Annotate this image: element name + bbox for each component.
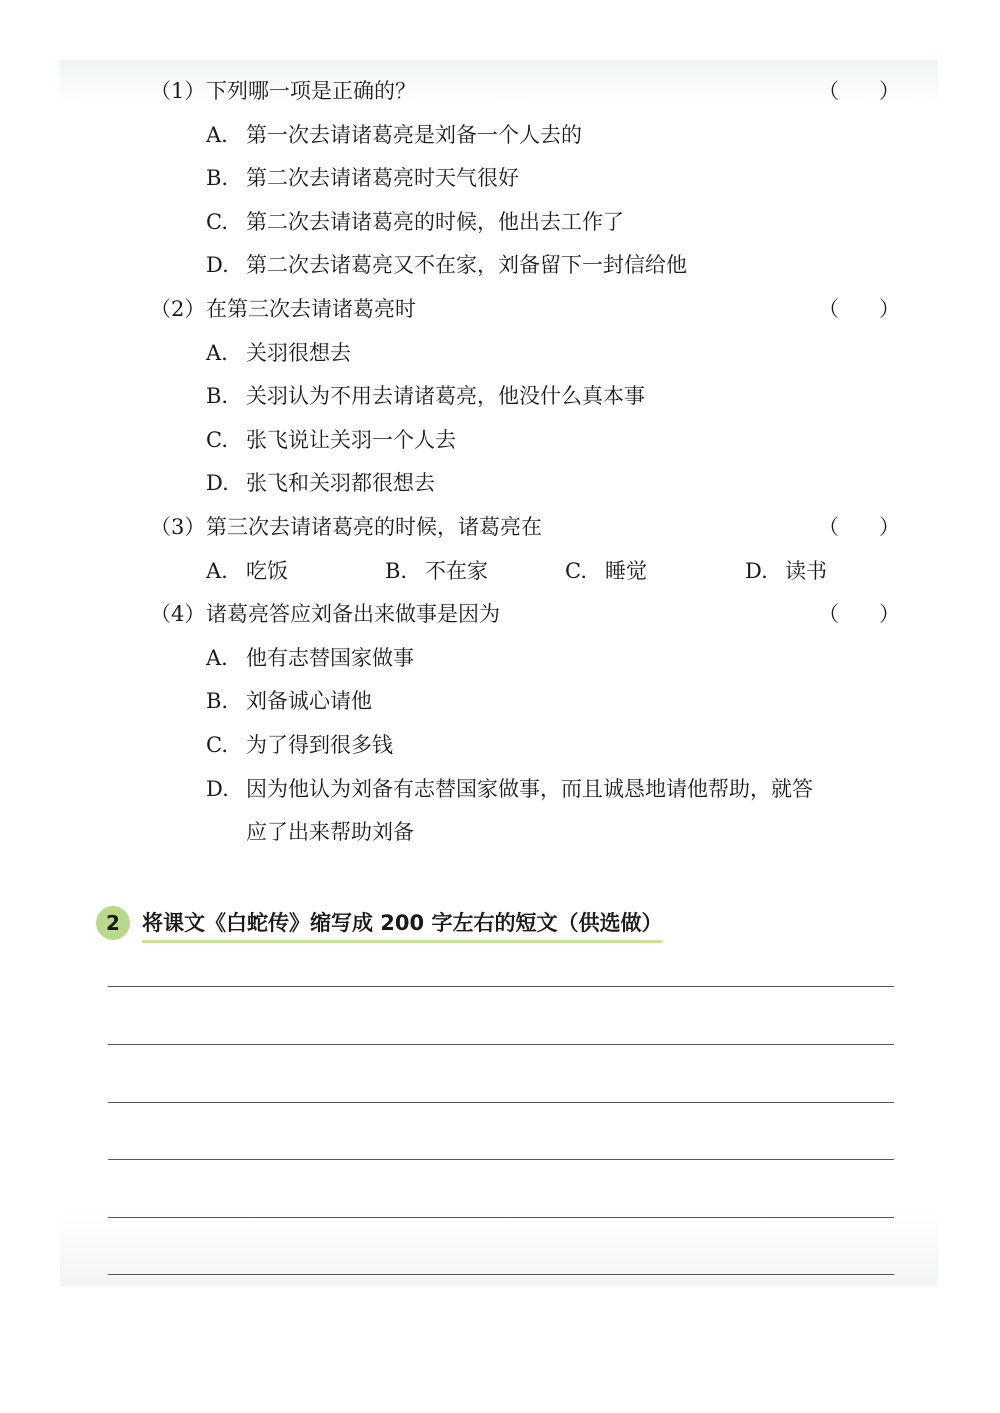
section-number-badge: 2 bbox=[96, 906, 130, 940]
question-number: （4） bbox=[150, 602, 206, 626]
option-text: 张飞说让关羽一个人去 bbox=[246, 428, 456, 452]
writing-line[interactable] bbox=[108, 986, 894, 987]
q2-option-a[interactable] bbox=[206, 339, 351, 367]
q4-option-b[interactable] bbox=[206, 687, 372, 715]
option-text: 第二次去请诸葛亮的时候，他出去工作了 bbox=[246, 210, 624, 234]
option-letter: A. bbox=[206, 559, 228, 583]
q2-option-d[interactable] bbox=[206, 469, 435, 497]
option-letter: C. bbox=[206, 210, 228, 234]
option-letter: A. bbox=[206, 341, 228, 365]
question-number: （1） bbox=[150, 79, 206, 103]
option-letter: B. bbox=[206, 384, 229, 408]
option-text: 读书 bbox=[785, 559, 827, 583]
question-text: 下列哪一项是正确的？ bbox=[206, 79, 416, 103]
q1-option-d[interactable] bbox=[206, 251, 687, 279]
writing-line[interactable] bbox=[108, 1044, 894, 1045]
option-text: 关羽认为不用去请诸葛亮，他没什么真本事 bbox=[246, 384, 645, 408]
q4-option-d[interactable] bbox=[206, 775, 813, 803]
q3-option-a[interactable] bbox=[206, 557, 288, 585]
q3-option-d[interactable] bbox=[745, 557, 827, 585]
option-text: 第一次去请诸葛亮是刘备一个人去的 bbox=[246, 123, 582, 147]
option-letter: D. bbox=[745, 559, 768, 583]
q1-option-a[interactable] bbox=[206, 121, 582, 149]
option-letter: C. bbox=[206, 428, 228, 452]
answer-blank-2[interactable]: （ ） bbox=[818, 297, 901, 321]
section-title: 将课文《白蛇传》缩写成 200 字左右的短文（供选做） bbox=[142, 908, 662, 943]
writing-line[interactable] bbox=[108, 1102, 894, 1103]
question-number: （3） bbox=[150, 515, 206, 539]
option-text: 不在家 bbox=[425, 559, 488, 583]
writing-line[interactable] bbox=[108, 1274, 894, 1275]
option-letter: C. bbox=[565, 559, 587, 583]
option-text: 张飞和关羽都很想去 bbox=[246, 471, 435, 495]
question-text: 在第三次去请诸葛亮时 bbox=[206, 297, 416, 321]
option-text: 为了得到很多钱 bbox=[246, 733, 393, 757]
q4-option-c[interactable] bbox=[206, 731, 393, 759]
question-3 bbox=[150, 513, 542, 541]
q4-option-d-continuation: 应了出来帮助刘备 bbox=[246, 820, 414, 844]
writing-line[interactable] bbox=[108, 1217, 894, 1218]
option-letter: C. bbox=[206, 733, 228, 757]
q3-option-b[interactable] bbox=[385, 557, 488, 585]
option-text: 因为他认为刘备有志替国家做事，而且诚恳地请他帮助，就答 bbox=[246, 777, 813, 801]
question-number: （2） bbox=[150, 297, 206, 321]
question-1 bbox=[150, 77, 416, 105]
q4-option-a[interactable] bbox=[206, 644, 414, 672]
option-letter: B. bbox=[206, 166, 229, 190]
writing-line[interactable] bbox=[108, 1159, 894, 1160]
option-letter: B. bbox=[385, 559, 408, 583]
answer-blank-4[interactable]: （ ） bbox=[818, 602, 901, 626]
question-text: 第三次去请诸葛亮的时候，诸葛亮在 bbox=[206, 515, 542, 539]
option-text: 刘备诚心请他 bbox=[246, 689, 372, 713]
option-text: 第二次去请诸葛亮时天气很好 bbox=[246, 166, 519, 190]
q2-option-c[interactable] bbox=[206, 426, 456, 454]
question-2 bbox=[150, 295, 416, 323]
option-letter: D. bbox=[206, 777, 229, 801]
question-text: 诸葛亮答应刘备出来做事是因为 bbox=[206, 602, 500, 626]
option-text: 吃饭 bbox=[246, 559, 288, 583]
answer-blank-3[interactable]: （ ） bbox=[818, 515, 901, 539]
q2-option-b[interactable] bbox=[206, 382, 645, 410]
q1-option-c[interactable] bbox=[206, 208, 624, 236]
option-letter: A. bbox=[206, 123, 228, 147]
question-4 bbox=[150, 600, 500, 628]
option-text: 关羽很想去 bbox=[246, 341, 351, 365]
q3-option-c[interactable] bbox=[565, 557, 647, 585]
option-text: 第二次去诸葛亮又不在家，刘备留下一封信给他 bbox=[246, 253, 687, 277]
option-letter: A. bbox=[206, 646, 228, 670]
option-letter: B. bbox=[206, 689, 229, 713]
option-text: 睡觉 bbox=[605, 559, 647, 583]
option-letter: D. bbox=[206, 471, 229, 495]
q1-option-b[interactable] bbox=[206, 164, 519, 192]
option-text: 他有志替国家做事 bbox=[246, 646, 414, 670]
option-letter: D. bbox=[206, 253, 229, 277]
answer-blank-1[interactable]: （ ） bbox=[818, 79, 901, 103]
